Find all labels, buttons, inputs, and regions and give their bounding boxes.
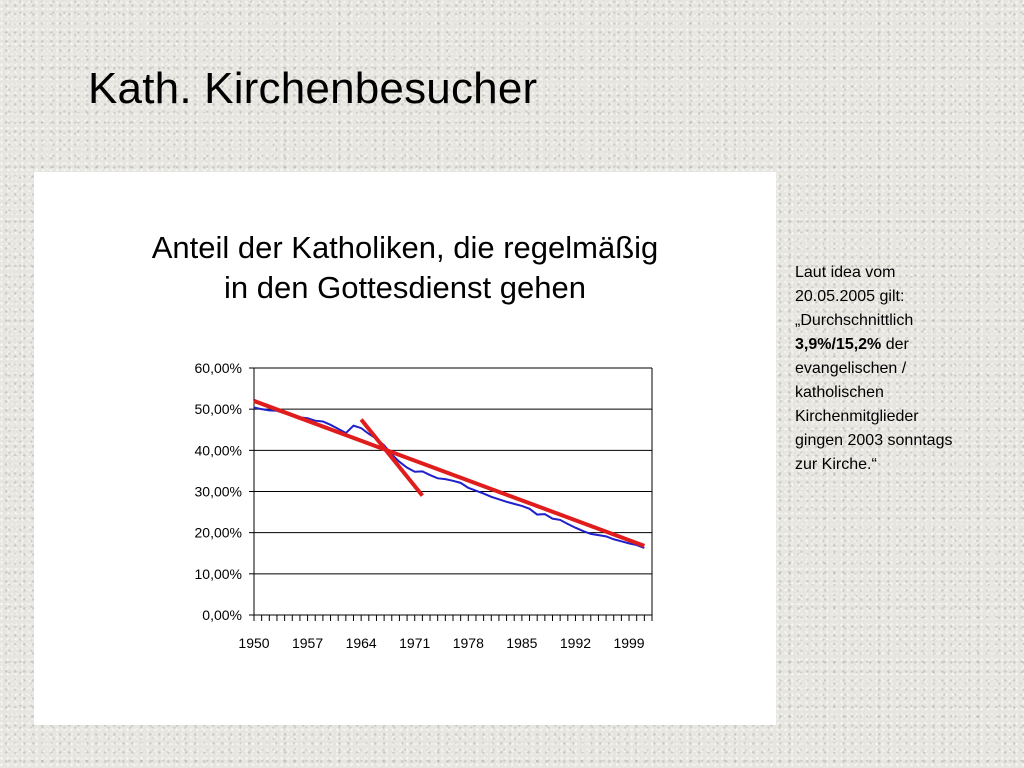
- note-line-7: Kirchenmitglieder: [795, 408, 919, 425]
- chart-title-line-2: in den Gottesdienst gehen: [224, 270, 586, 305]
- y-tick-label: 0,00%: [202, 607, 242, 623]
- note-line-1: Laut idea vom: [795, 264, 896, 281]
- chart-title-line-1: Anteil der Katholiken, die regelmäßig: [151, 230, 659, 265]
- x-tick-label: 1950: [238, 635, 270, 651]
- line-chart: [34, 172, 776, 725]
- y-tick-label: 20,00%: [194, 524, 242, 541]
- y-tick-label: 40,00%: [194, 442, 242, 459]
- note-line-3: „Durchschnittlich: [795, 312, 914, 329]
- y-tick-label: 10,00%: [194, 565, 242, 582]
- side-note: [795, 261, 1010, 477]
- note-line-2: 20.05.2005 gilt:: [795, 288, 905, 305]
- note-line-4: [795, 333, 1010, 357]
- series-line: [254, 408, 644, 548]
- slide-title: Kath. Kirchenbesucher: [88, 64, 538, 113]
- y-tick-label: 30,00%: [194, 483, 242, 500]
- x-tick-label: 1978: [452, 635, 484, 651]
- note-line-8: gingen 2003 sonntags: [795, 432, 953, 449]
- note-line-4-rest: der: [881, 336, 909, 353]
- x-tick-label: 1971: [399, 635, 431, 651]
- note-highlight: 3,9%/15,2%: [795, 336, 882, 353]
- y-tick-label: 60,00%: [194, 360, 242, 376]
- x-tick-label: 1957: [291, 635, 324, 651]
- x-tick-label: 1985: [506, 635, 538, 651]
- x-tick-label: 1999: [613, 635, 645, 651]
- trend-line: [254, 401, 644, 546]
- x-tick-label: 1964: [345, 635, 377, 651]
- chart-panel: [34, 172, 776, 725]
- note-line-9: zur Kirche.“: [795, 456, 877, 473]
- note-line-6: katholischen: [795, 384, 884, 401]
- x-tick-label: 1992: [559, 635, 592, 651]
- y-tick-label: 50,00%: [194, 401, 242, 418]
- trend-line: [361, 419, 422, 495]
- note-line-5: evangelischen /: [795, 360, 907, 377]
